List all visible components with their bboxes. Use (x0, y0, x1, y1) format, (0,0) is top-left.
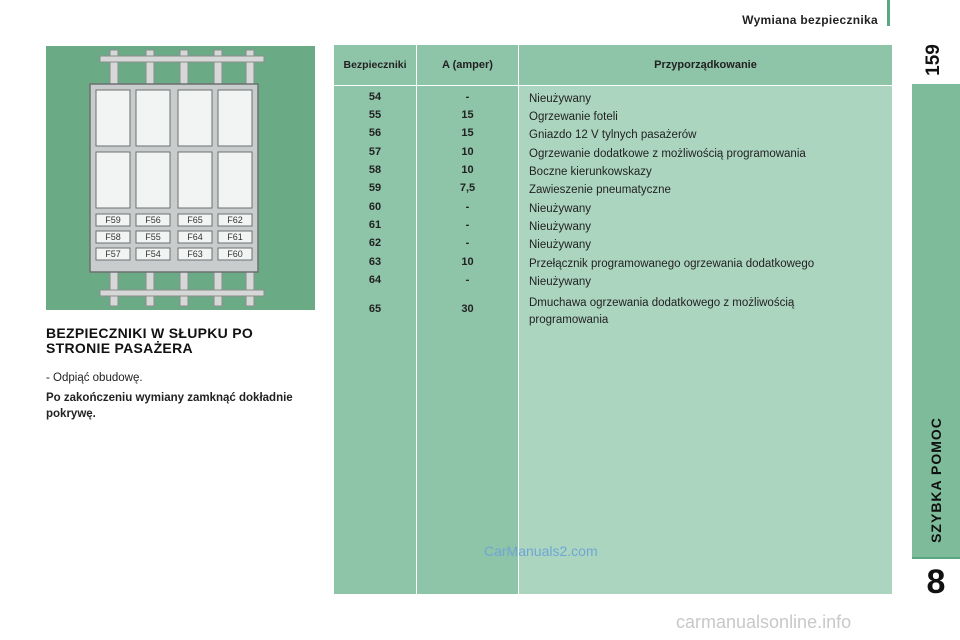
fuse-assignment: Nieużywany (529, 93, 591, 105)
section-heading: BEZPIECZNIKI W SŁUPKU PO STRONIE PASAŻERA (46, 325, 254, 356)
page-number-text: 159 (923, 44, 944, 76)
fuse-assignment: Ogrzewanie foteli (529, 111, 618, 123)
fuse-box-diagram (46, 46, 315, 310)
fuse-amperage: 15 (461, 127, 474, 139)
fuse-label: F56 (145, 215, 161, 225)
fuse-label: F65 (187, 215, 203, 225)
fuse-amperage: 7,5 (459, 182, 476, 194)
fuse-number: 58 (368, 164, 382, 176)
header-divider (334, 85, 892, 86)
fuse-label: F55 (145, 232, 161, 242)
fuse-label: F54 (145, 249, 161, 259)
fuse-label: F57 (105, 249, 121, 259)
fuse-label: F64 (187, 232, 203, 242)
section-title: Wymiana bezpiecznika (742, 13, 878, 27)
fuse-assignment: Nieużywany (529, 239, 591, 251)
fuse-amperage: - (465, 274, 470, 286)
fuse-assignment: Przełącznik programowanego ogrzewania dodatkowego (529, 258, 815, 270)
fuse-amperage: 15 (461, 109, 474, 121)
note-text: Po zakończeniu wymiany zamknąć dokładnie pokrywę. (46, 392, 293, 420)
fuse-label: F61 (227, 232, 243, 242)
fuse-assignment: Gniazdo 12 V tylnych pasażerów (529, 129, 697, 141)
fuse-assignment: Nieużywany (529, 221, 591, 233)
fuse-number: 55 (368, 109, 382, 121)
fuse-number: 61 (368, 219, 382, 231)
footer-watermark: carmanualsonline.info (676, 612, 852, 632)
fuse-assignment: Dmuchawa ogrzewania dodatkowego z możliwością programowania (529, 297, 795, 326)
fuse-number: 54 (368, 91, 382, 103)
fuse-amperage: - (465, 201, 470, 213)
page-number (914, 40, 954, 80)
chapter-label: SZYBKA POMOC (928, 417, 944, 543)
fuse-assignment: Ogrzewanie dodatkowe z możliwością programowania (529, 148, 806, 160)
header-assignment: Przyporządkowanie (654, 59, 757, 71)
fuse-amperage: 10 (461, 256, 474, 268)
instruction-text: - Odpiąć obudowę. (46, 372, 143, 384)
fuse-assignment: Nieużywany (529, 276, 591, 288)
fuse-amperage: 10 (461, 146, 474, 158)
fuse-number: 57 (368, 146, 382, 158)
chapter-number: 8 (926, 563, 946, 601)
fuse-assignment: Boczne kierunkowskazy (529, 166, 652, 178)
fuse-number: 65 (368, 303, 382, 315)
fuse-label: F59 (105, 215, 121, 225)
fuse-amperage: - (465, 219, 470, 231)
fuse-label: F58 (105, 232, 121, 242)
fuse-assignment: Nieużywany (529, 203, 591, 215)
header-amp: A (amper) (442, 59, 493, 71)
fuse-label: F60 (227, 249, 243, 259)
fuse-number: 59 (368, 182, 382, 194)
fuse-amperage: - (465, 91, 470, 103)
fuse-amperage: - (465, 237, 470, 249)
fuse-table (334, 45, 892, 594)
fuse-number: 63 (368, 256, 382, 268)
fuse-label: F63 (187, 249, 203, 259)
column-divider (518, 45, 519, 594)
watermark-link[interactable]: CarManuals2.com (484, 543, 598, 559)
fuse-amperage: 30 (461, 303, 474, 315)
fuse-number: 62 (368, 237, 382, 249)
fuse-number: 64 (368, 274, 382, 286)
fuse-number: 56 (368, 127, 382, 139)
fuse-amperage: 10 (461, 164, 474, 176)
fuse-assignment: Zawieszenie pneumatyczne (529, 184, 671, 196)
fuse-label: F62 (227, 215, 243, 225)
fuse-number: 60 (368, 201, 382, 213)
fuse-box-illustration (46, 46, 315, 310)
header-accent-bar (887, 0, 890, 26)
header-fuse: Bezpieczniki (343, 59, 407, 71)
